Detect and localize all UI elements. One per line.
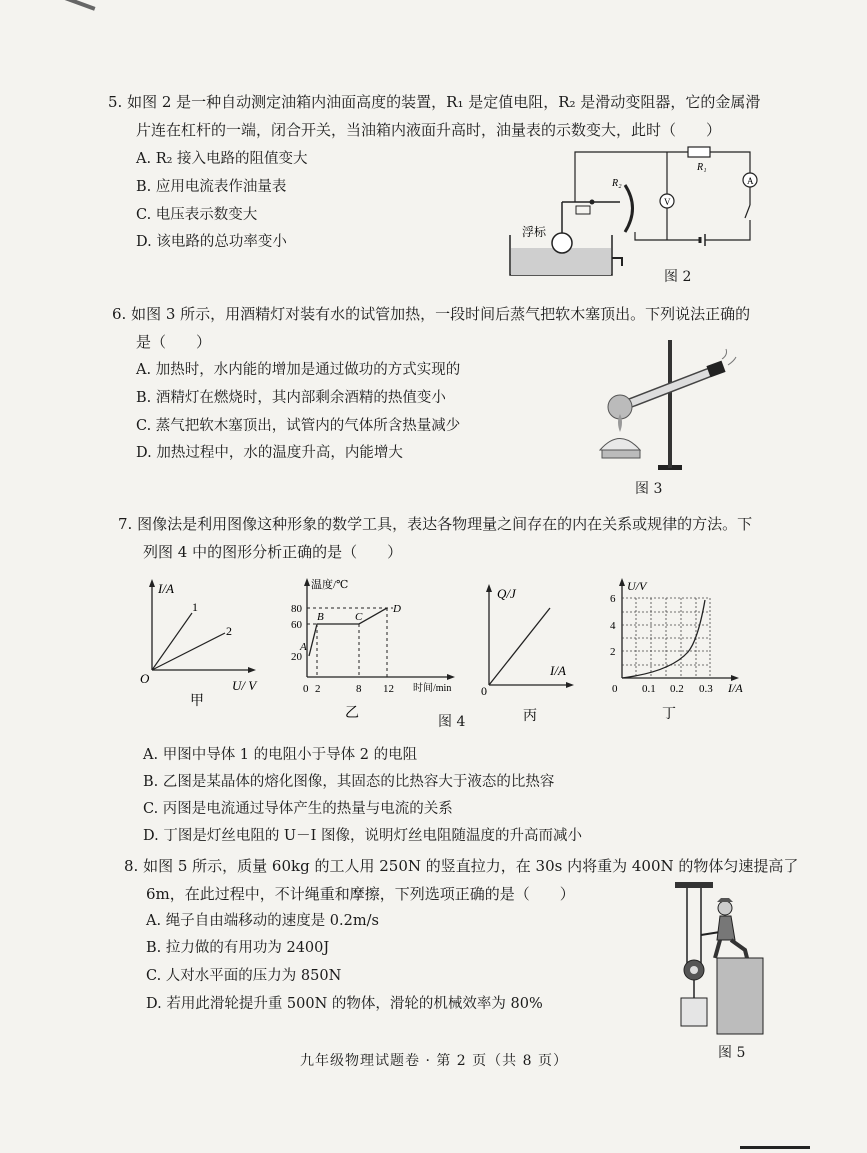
lever-pivot bbox=[590, 200, 595, 205]
bing-origin: 0 bbox=[481, 684, 487, 698]
q5-option-d: D. 该电路的总功率变小 bbox=[136, 234, 287, 250]
ding-grid bbox=[622, 598, 710, 678]
weight-block bbox=[681, 998, 707, 1026]
worker-body bbox=[717, 916, 735, 940]
lamp-base bbox=[602, 450, 640, 458]
ding-tick-4: 4 bbox=[610, 620, 616, 632]
q7-option-d: D. 丁图是灯丝电阻的 U－I 图像，说明灯丝电阻随温度的升高而减小 bbox=[143, 828, 582, 844]
q8-stem-line2: 6m，在此过程中，不计绳重和摩擦，下列选项正确的是（ ） bbox=[146, 885, 575, 903]
q5-stem-line2: 片连在杠杆的一端，闭合开关，当油箱内液面升高时，油量表的示数变大，此时（ ） bbox=[136, 121, 722, 139]
figure-5-caption: 图 5 bbox=[718, 1045, 746, 1061]
wire-right-bottom bbox=[705, 220, 750, 240]
jia-line-2-label: 2 bbox=[226, 624, 232, 638]
figure-4-caption: 图 4 bbox=[438, 714, 466, 730]
jia-line-2 bbox=[152, 633, 225, 670]
graph-yi bbox=[291, 572, 465, 722]
rheostat-r2 bbox=[625, 185, 633, 232]
voltmeter-label: V bbox=[664, 197, 671, 207]
resistor-r1 bbox=[688, 147, 710, 157]
figure-3-caption: 图 3 bbox=[635, 481, 663, 497]
ding-tick-x02: 0.2 bbox=[670, 683, 684, 695]
yi-point-a: A bbox=[300, 641, 307, 653]
stand-rod bbox=[668, 340, 672, 468]
ding-y-arrow bbox=[619, 578, 625, 586]
yi-tick-80: 80 bbox=[291, 603, 302, 615]
q7-option-a: A. 甲图中导体 1 的电阻小于导体 2 的电阻 bbox=[143, 747, 418, 763]
pulley-hub bbox=[690, 966, 698, 974]
q8-stem-line1: 8. 如图 5 所示，质量 60kg 的工人用 250N 的竖直拉力，在 30s 内将重为 400N 的物体匀速提高了 bbox=[124, 857, 799, 875]
bing-y-arrow bbox=[486, 584, 492, 592]
q7-option-b: B. 乙图是某晶体的熔化图像，其固态的比热容大于液态的比热容 bbox=[143, 774, 555, 790]
bing-ylabel: Q/J bbox=[497, 586, 516, 601]
r2-label: R₂ bbox=[612, 178, 622, 189]
jia-xlabel: U/ V bbox=[232, 678, 257, 693]
ding-tick-x0: 0 bbox=[612, 683, 618, 695]
bing-xlabel: I/A bbox=[550, 663, 566, 678]
jia-name: 甲 bbox=[190, 694, 204, 709]
yi-point-d: D bbox=[393, 603, 401, 615]
q6-option-c: C. 蒸气把软木塞顶出，试管内的气体所含热量减少 bbox=[136, 418, 461, 434]
r1-label: R₁ bbox=[697, 162, 707, 173]
wire-top bbox=[575, 152, 750, 202]
q6-option-b: B. 酒精灯在燃烧时，其内部剩余酒精的热值变小 bbox=[136, 390, 446, 406]
figure-2-oil-gauge-circuit bbox=[500, 140, 760, 290]
worker-hat bbox=[717, 898, 733, 902]
yi-x-arrow bbox=[447, 674, 455, 680]
graph-jia bbox=[140, 575, 270, 715]
jia-y-arrow bbox=[149, 579, 155, 587]
jia-line-1 bbox=[152, 613, 192, 670]
q5-option-c: C. 电压表示数变大 bbox=[136, 207, 258, 223]
q5-option-b: B. 应用电流表作油量表 bbox=[136, 179, 287, 195]
q7-stem-line1: 7. 图像法是利用图像这种形象的数学工具，表达各物理量之间存在的内在关系或规律的方法。下 bbox=[118, 515, 753, 533]
yi-y-arrow bbox=[304, 578, 310, 586]
graph-bing bbox=[475, 580, 585, 725]
tank-outlet bbox=[612, 258, 622, 266]
q8-option-c: C. 人对水平面的压力为 850N bbox=[146, 968, 342, 984]
yi-tick-x2: 2 bbox=[315, 683, 321, 695]
q6-option-a: A. 加热时，水内能的增加是通过做功的方式实现的 bbox=[136, 362, 461, 378]
ding-name: 丁 bbox=[662, 707, 676, 722]
platform-block bbox=[717, 958, 763, 1034]
ding-tick-2: 2 bbox=[610, 646, 616, 658]
bing-x-arrow bbox=[566, 682, 574, 688]
jia-origin: O bbox=[140, 671, 150, 686]
figure-5-pulley-worker bbox=[665, 880, 775, 1040]
graph-ding bbox=[600, 572, 755, 722]
ding-tick-6: 6 bbox=[610, 593, 616, 605]
switch-icon bbox=[745, 205, 750, 218]
float-ball bbox=[552, 233, 572, 253]
bing-line bbox=[489, 608, 550, 685]
ammeter-label: A bbox=[747, 176, 754, 186]
yi-tick-60: 60 bbox=[291, 619, 302, 631]
yi-xlabel: 时间/min bbox=[413, 683, 452, 694]
float-label: 浮标 bbox=[522, 225, 547, 239]
page-footer: 九年级物理试题卷 · 第 2 页（共 8 页） bbox=[300, 1053, 568, 1069]
yi-name: 乙 bbox=[345, 706, 359, 721]
test-tube-inner bbox=[620, 373, 708, 407]
jia-x-arrow bbox=[248, 667, 256, 673]
figure-3-test-tube-heating bbox=[590, 335, 740, 475]
yi-tick-x8: 8 bbox=[356, 683, 362, 695]
yi-ylabel: 温度/℃ bbox=[311, 579, 349, 591]
q5-option-a: A. R₂ 接入电路的阻值变大 bbox=[136, 151, 308, 167]
alcohol-lamp bbox=[600, 439, 640, 451]
q6-option-d: D. 加热过程中，水的温度升高，内能增大 bbox=[136, 445, 403, 461]
jia-ylabel: I/A bbox=[158, 581, 174, 596]
q7-option-c: C. 丙图是电流通过导体产生的热量与电流的关系 bbox=[143, 801, 453, 817]
ding-ylabel: U/V bbox=[627, 579, 647, 593]
q6-stem-line1: 6. 如图 3 所示，用酒精灯对装有水的试管加热，一段时间后蒸气把软木塞顶出。下列说法正确的 bbox=[112, 305, 751, 323]
figure-2-caption: 图 2 bbox=[664, 269, 692, 285]
yi-point-b: B bbox=[317, 611, 324, 623]
worker-head bbox=[718, 901, 732, 915]
ding-tick-x01: 0.1 bbox=[642, 683, 656, 695]
yi-point-c: C bbox=[355, 611, 363, 623]
ding-tick-x03: 0.3 bbox=[699, 683, 713, 695]
q5-stem-line1: 5. 如图 2 是一种自动测定油箱内油面高度的装置，R₁ 是定值电阻，R₂ 是滑动变阻器，它的金属滑 bbox=[108, 93, 761, 111]
bing-name: 丙 bbox=[523, 709, 537, 724]
q8-option-d: D. 若用此滑轮提升重 500N 的物体，滑轮的机械效率为 80% bbox=[146, 996, 543, 1012]
q8-option-a: A. 绳子自由端移动的速度是 0.2m/s bbox=[146, 913, 379, 929]
yi-tick-20: 20 bbox=[291, 651, 302, 663]
q7-stem-line2: 列图 4 中的图形分析正确的是（ ） bbox=[143, 543, 403, 561]
q6-stem-line2: 是（ ） bbox=[136, 333, 212, 351]
lever-block bbox=[576, 206, 590, 214]
ceiling-beam bbox=[675, 882, 713, 888]
jia-line-1-label: 1 bbox=[192, 600, 198, 614]
scan-artifact-bottom bbox=[740, 1146, 810, 1149]
worker-legs bbox=[715, 940, 747, 958]
scan-artifact-top bbox=[57, 0, 96, 11]
q8-option-b: B. 拉力做的有用功为 2400J bbox=[146, 940, 330, 956]
yi-tick-x0: 0 bbox=[303, 683, 309, 695]
ding-xlabel: I/A bbox=[728, 681, 743, 695]
steam-lines bbox=[722, 349, 736, 365]
worker-arm bbox=[701, 932, 720, 935]
yi-tick-x12: 12 bbox=[383, 683, 394, 695]
